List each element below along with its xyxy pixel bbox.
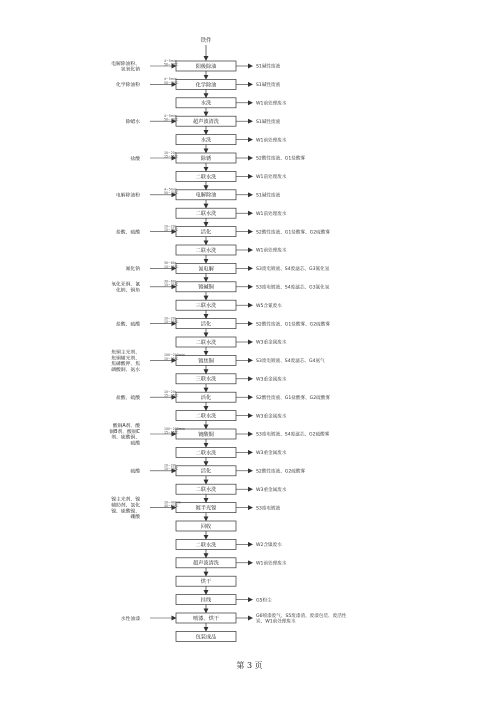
input-label-line: 盐酸、硫酸	[116, 322, 140, 328]
output-label	[256, 81, 281, 88]
input-label	[126, 265, 141, 272]
output-label-line: W1前处理废水	[256, 101, 287, 107]
input-label	[126, 118, 141, 125]
condition-label-line: 10~20s	[164, 150, 177, 155]
input-label	[130, 468, 140, 475]
input-label-line: 盐酸、硫酸	[116, 230, 140, 236]
output-label-line: W1前处理废水	[256, 175, 287, 181]
condition-label-line: 100~200min	[164, 426, 185, 431]
process-step	[176, 595, 252, 613]
condition-label-line: 10~20s	[164, 224, 177, 229]
page-number: 第 3 页	[236, 661, 263, 670]
step-label: 化学除油	[195, 82, 217, 89]
output-label	[256, 394, 330, 401]
output-label	[256, 265, 330, 272]
output-label	[256, 376, 287, 383]
output-label	[256, 612, 347, 625]
process-step	[176, 447, 252, 465]
input-label	[116, 192, 140, 199]
step-label: 除锈	[200, 155, 212, 162]
process-step	[176, 300, 252, 318]
condition-label	[164, 224, 179, 232]
process-step	[176, 539, 252, 557]
process-step	[176, 98, 252, 116]
input-label-line: 盐酸、硫酸	[116, 396, 140, 401]
input-label	[121, 615, 140, 622]
step-label: 烘干	[200, 579, 212, 586]
input-label-line: 辅助剂、氯化	[111, 503, 140, 509]
step-label: 活化	[200, 395, 212, 402]
input-label	[111, 60, 140, 73]
condition-label-line: 4~5min	[164, 114, 177, 118]
input-label	[111, 496, 140, 520]
process-step	[176, 631, 236, 641]
process-steps	[109, 59, 346, 642]
step-label: 二联水洗	[195, 487, 217, 494]
input-label-line: 硫酸	[130, 469, 140, 475]
step-label: 超声波清洗	[193, 560, 219, 567]
condition-label-line: 10~40min	[164, 500, 181, 505]
step-label: 水洗	[200, 137, 212, 144]
condition-label-line: 15~35℃	[164, 430, 179, 435]
step-label: 三联水洗	[195, 376, 217, 383]
input-label-line: 酸铜A剂、酸	[112, 424, 140, 430]
step-label: 二联水洗	[195, 450, 217, 457]
output-label-line: S2酸性废液、G2硫酸雾	[256, 469, 306, 475]
output-label	[256, 100, 287, 107]
step-label: 镀半光镍	[195, 505, 217, 512]
condition-label-line: 50~70℃	[164, 191, 179, 196]
condition-label	[164, 316, 179, 324]
condition-label	[164, 261, 179, 269]
step-label: 喷漆、烘干	[193, 615, 219, 622]
output-label-line: S3废电镀液、S4废滤芯、G2硫酸雾	[256, 432, 330, 438]
input-label-line: 焦铜辅光剂、	[111, 356, 140, 362]
step-label: 活化	[200, 468, 212, 475]
output-label-line: S1碱性废液	[256, 119, 281, 125]
condition-label-line: 40~60℃	[164, 504, 179, 508]
output-label-line: G6喷漆废气、S5废漆渣、废漆包装、废活性	[256, 613, 347, 619]
output-label-line: S2酸性废液、G1盐酸雾、G2硫酸雾	[256, 395, 330, 401]
input-label-line: 硫酸	[130, 441, 140, 447]
process-step	[150, 613, 252, 631]
output-label	[256, 431, 330, 438]
input-label-line: 铜B剂、酸铜C	[109, 429, 140, 435]
output-label-line: W1前处理废水	[256, 138, 287, 144]
process-step	[176, 521, 236, 539]
step-label: 二联水洗	[195, 339, 217, 346]
step-label: 超声波清洗	[193, 119, 219, 126]
condition-label	[164, 280, 179, 288]
process-step	[176, 411, 252, 429]
step-label: 水洗	[200, 100, 212, 107]
input-label	[116, 81, 140, 88]
condition-label	[164, 464, 179, 472]
output-label	[256, 192, 281, 199]
condition-label-line: 15~35℃	[164, 393, 179, 398]
condition-label-line: 50~70℃	[164, 80, 179, 85]
output-label-line: W2含镍废水	[256, 543, 282, 549]
input-label-line: 剂、硫酸铜、	[111, 435, 140, 441]
condition-label-line: 10~20s	[164, 463, 177, 468]
step-label: 二联水洗	[195, 413, 217, 420]
input-label-line: 化钠、铜角	[116, 288, 140, 294]
condition-label-line: 15~35℃	[164, 154, 179, 159]
condition-label-line: 15~35℃	[164, 320, 179, 324]
output-label	[256, 596, 272, 603]
input-label-line: 盐酸	[130, 156, 140, 162]
step-label: 二联水洗	[195, 247, 217, 254]
condition-label-line: 100~200min	[164, 353, 185, 358]
condition-label	[164, 188, 179, 196]
output-label	[256, 247, 287, 254]
condition-label-line: 4~5min	[164, 187, 177, 192]
input-label-line: 氢氧化钠	[120, 67, 140, 73]
output-label	[256, 560, 287, 567]
input-label-line: 焦铜主光剂、	[111, 350, 140, 356]
step-label: 镀酸铜	[198, 431, 214, 438]
condition-label-line: 30~60s	[164, 279, 177, 284]
condition-label-line: 10~20s	[164, 316, 177, 321]
output-label	[256, 486, 287, 493]
step-label: 活化	[200, 229, 212, 236]
process-step	[176, 135, 252, 153]
output-label-line: S3废电镀液、S4废滤芯、G3氰化氢	[256, 267, 330, 273]
output-label	[256, 155, 305, 162]
input-label-line: 镍主光剂、镍	[111, 497, 140, 503]
process-step	[176, 208, 252, 226]
condition-label-line: 15~35℃	[164, 467, 179, 472]
step-label: 活化	[200, 321, 212, 328]
output-label	[256, 228, 330, 235]
condition-label-line: 15~35℃	[164, 228, 179, 232]
condition-label-line: 30~60s	[164, 261, 177, 266]
output-label-line: W5含氰废水	[256, 303, 282, 309]
step-label: 电解除油	[195, 192, 217, 199]
process-step	[176, 337, 252, 355]
output-label-line: S2酸性废液、G1盐酸雾、G2硫酸雾	[256, 230, 330, 236]
output-label	[256, 118, 281, 125]
output-label	[256, 173, 287, 180]
process-step	[176, 558, 252, 576]
step-label: 包装成品	[195, 634, 217, 641]
step-label: 二联水洗	[195, 542, 217, 549]
input-label	[109, 422, 140, 446]
input-label	[111, 349, 140, 373]
output-label-line: W1前处理废水	[256, 211, 287, 217]
output-label-line: S2酸性废液、G1盐酸雾、G2硫酸雾	[256, 322, 330, 328]
output-label	[256, 284, 330, 291]
process-step	[176, 245, 252, 263]
output-label	[256, 468, 305, 475]
condition-label	[164, 114, 179, 122]
condition-label-line: 4~5min	[164, 58, 177, 63]
condition-label-line: 4~5min	[164, 77, 177, 82]
output-label-line: 炭、W1前处理废水	[256, 619, 296, 625]
condition-label-line: 50~70℃	[164, 117, 179, 122]
condition-label	[164, 500, 181, 508]
output-label-line: W3重金属废水	[256, 451, 287, 457]
process-step	[176, 576, 236, 594]
step-label: 二联水洗	[195, 211, 217, 218]
condition-label-line: 50~70℃	[164, 62, 179, 67]
output-label-line: W1前处理废水	[256, 561, 287, 567]
output-label	[256, 412, 287, 419]
step-label: 氰电解	[198, 266, 214, 273]
step-label: 阳极除油	[195, 63, 217, 70]
condition-label-line: 15~35℃	[164, 264, 179, 269]
condition-label-line: 10~20s	[164, 390, 177, 394]
output-label-line: S3废电镀液	[256, 506, 281, 512]
output-label	[256, 357, 325, 364]
input-label-line: 电解除油粉	[116, 193, 140, 199]
output-label	[256, 541, 282, 548]
condition-label-line: 15~35℃	[164, 356, 179, 361]
output-label	[256, 302, 282, 309]
output-label-line: W1前处理废水	[256, 248, 287, 254]
step-label: 三联水洗	[195, 303, 217, 310]
output-label-line: S2酸性废液、G1盐酸雾	[256, 156, 306, 162]
input-label-line: 磷酸铜、氨水	[111, 367, 140, 373]
condition-label	[164, 77, 179, 85]
output-label-line: S3废电镀液、S4废滤芯、G4氨气	[256, 359, 325, 365]
output-label	[256, 136, 287, 143]
output-label	[256, 449, 287, 456]
output-label-line: S1碱性废液	[256, 64, 281, 70]
start-label: 铁件	[200, 38, 212, 44]
input-label-line: 氰化钠	[125, 267, 140, 273]
condition-label-line: 15~35℃	[164, 283, 179, 288]
output-label-line: S1碱性废液	[256, 83, 281, 89]
input-label	[116, 394, 140, 401]
input-label	[116, 228, 140, 235]
input-label-line: 硼酸	[130, 515, 140, 521]
input-label-line: 焦磷酸钾、焦	[111, 362, 140, 368]
condition-label	[164, 390, 179, 398]
output-label-line: W3重金属废水	[256, 377, 287, 383]
output-label-line: W3重金属废水	[256, 414, 287, 420]
input-label-line: 除蜡水	[125, 120, 140, 125]
process-step	[176, 171, 252, 189]
output-label	[256, 210, 287, 217]
step-label: 挂线	[200, 597, 212, 604]
process-step	[176, 484, 252, 502]
step-label: 镀焦铜	[198, 358, 214, 365]
output-label-line: S3废电镀液、S4废滤芯、G3氰化氢	[256, 285, 330, 291]
input-label-line: 电解除油粉、	[111, 61, 140, 67]
output-label	[256, 339, 287, 346]
input-label	[116, 320, 140, 327]
input-label-line: 水性油漆	[120, 616, 140, 622]
step-label: 镀碱铜	[198, 284, 214, 291]
condition-label	[164, 59, 179, 67]
output-label	[256, 504, 281, 511]
input-label-line: 化学除油粉	[116, 83, 140, 89]
step-label: 回收	[200, 523, 212, 530]
process-step	[176, 374, 252, 392]
output-label-line: G5粉尘	[256, 598, 272, 604]
output-label	[256, 63, 281, 70]
output-label-line: W3重金属废水	[256, 487, 287, 493]
output-label-line: S1碱性废液	[256, 193, 281, 199]
input-label-line: 氧化亚铜、氰	[111, 282, 140, 288]
condition-label	[164, 151, 179, 159]
output-label	[256, 320, 330, 327]
input-label-line: 镍、硫酸镍、	[111, 509, 140, 515]
input-label	[130, 155, 140, 162]
output-label-line: W3重金属废水	[256, 340, 287, 346]
step-label: 二联水洗	[195, 174, 217, 181]
input-label	[111, 281, 140, 294]
